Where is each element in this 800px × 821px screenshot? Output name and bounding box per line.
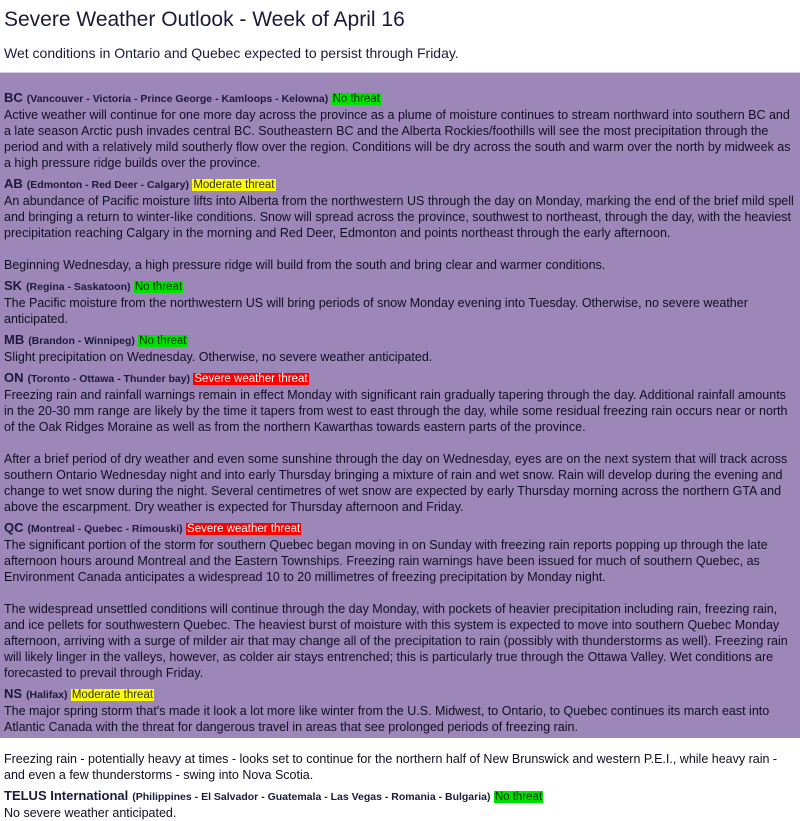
page-title: Severe Weather Outlook - Week of April 16 [4,8,405,31]
region-cities: (Regina - Saskatoon) [26,281,131,293]
region-qc [4,520,796,681]
region-telus [4,788,796,821]
threat-badge: No threat [332,93,380,105]
region-paragraph: The Pacific moisture from the northwestern US will bring periods of snow Monday evening into Tuesday. Otherwise, no severe weather anticipated. [4,296,748,326]
outlook-content [0,72,800,820]
threat-badge: No threat [134,281,183,293]
region-paragraph: An abundance of Pacific moisture lifts into Alberta from the northwestern US through the day on Monday, marking the end of the brief mild spell and bringing a return to winter-like conditions. Snow will spread across the province, southwest to northeast, through the day, with the heaviest precipitation reaching Calgary in the morning and Red Deer, Edmonton and points northeast through the early afternoon. [4,194,794,240]
region-cities: (Toronto - Ottawa - Thunder bay) [27,373,191,385]
region-paragraph: No severe weather anticipated. [4,806,177,820]
region-cities: (Edmonton - Red Deer - Calgary) [26,179,189,191]
region-on [4,370,796,515]
region-code: NS [4,686,23,701]
region-code: MB [4,332,25,347]
region-code: SK [4,278,23,293]
region-paragraph: Active weather will continue for one more day across the province as a plume of moisture continues to stream northward into southern BC and a late season Arctic push invades central BC. Southeastern BC and the Alberta Rockies/foothills will see the most precipitation through the period and with a relatively mild southerly flow over the region. Conditions will be dry across the south and warm over the north by midweek as a high pressure ridge builds over the province. [4,108,791,170]
region-code: QC [4,520,24,535]
region-paragraph: Slight precipitation on Wednesday. Otherwise, no severe weather anticipated. [4,350,433,364]
region-code: TELUS International [4,788,129,803]
region-paragraph: Beginning Wednesday, a high pressure ridge will build from the south and bring clear and warmer conditions. [4,258,606,272]
region-heading [4,520,796,537]
region-heading [4,278,796,295]
threat-badge: Moderate threat [71,689,154,701]
threat-badge: Severe weather threat [187,523,301,535]
region-paragraph: The widespread unsettled conditions will continue through the day Monday, with pockets of heavier precipitation including rain, freezing rain, and ice pellets for southwestern Quebec. The heaviest burst of moisture with this system is expected to move into southern Quebec Monday afternoon, arriving with a surge of milder air that may change all of the precipitation to rain (possibly with thunderstorms as well). Freezing rain will likely linger in the valleys, however, as colder air stays entrenched; this is particularly true through the Ottawa Valley. Wet conditions are forecasted to prevail through Friday. [4,602,788,680]
region-paragraph: The major spring storm that's made it look a lot more like winter from the U.S. Midwest, to Ontario, to Quebec continues its march east into Atlantic Canada with the threat for dangerous travel in areas that see prolonged periods of freezing rain. [4,704,770,734]
region-ab [4,176,796,273]
region-paragraph: Freezing rain and rainfall warnings remain in effect Monday with significant rain gradually tapering through the day. Additional rainfall amounts in the 20-30 mm range are likely by the time it tapers from west to east through the day, while some residual freezing rain occurs near or north of the Oak Ridges Moraine as well as from the northern Kawarthas towards eastern parts of the province. [4,388,788,434]
threat-badge: Moderate threat [193,179,275,191]
region-cities: (Halifax) [26,689,68,701]
region-heading [4,686,796,703]
region-paragraph: After a brief period of dry weather and even some sunshine through the day on Wednesday, eyes are on the next system that will track across southern Ontario Wednesday night and into early Thursday bringing a mixture of rain and wet snow. Rain will develop during the evening and change to wet snow during the night. Several centimetres of wet snow are expected by early Thursday morning across the northern GTA and above the escarpment. Dry weather is expected for Thursday afternoon and Friday. [4,452,788,514]
region-cities: (Vancouver - Victoria - Prince George - Kamloops - Kelowna) [26,93,329,105]
page-subtitle: Wet conditions in Ontario and Quebec expected to persist through Friday. [4,45,459,61]
region-paragraph: Freezing rain - potentially heavy at times - looks set to continue for the northern half of New Brunswick and western P.E.I., while heavy rain - and even a few thunderstorms - swing into Nova Scotia. [4,752,778,782]
region-ns [4,686,796,783]
region-cities: (Montreal - Quebec - Rimouski) [27,523,183,535]
threat-badge: Severe weather threat [194,373,308,385]
region-heading [4,370,796,387]
region-cities: (Brandon - Winnipeg) [28,335,135,347]
region-heading [4,788,796,805]
region-heading [4,332,796,349]
region-code: AB [4,176,23,191]
region-bc [4,90,796,171]
region-sk [4,278,796,327]
region-code: BC [4,90,23,105]
threat-badge: No threat [494,791,543,803]
threat-badge: No threat [139,335,187,347]
region-heading [4,176,796,193]
region-heading [4,90,796,107]
page-header [0,0,800,72]
region-mb [4,332,796,365]
region-paragraph: The significant portion of the storm for southern Quebec began moving in on Sunday with freezing rain reports popping up through the late afternoon hours around Montreal and the Eastern Townships. Freezing rain warnings have been issued for much of southern Quebec, as Environment Canada anticipates a widespread 10 to 20 millimetres of freezing precipitation by Monday night. [4,538,768,584]
region-cities: (Philippines - El Salvador - Guatemala - Las Vegas - Romania - Bulgaria) [132,791,491,803]
region-code: ON [4,370,24,385]
